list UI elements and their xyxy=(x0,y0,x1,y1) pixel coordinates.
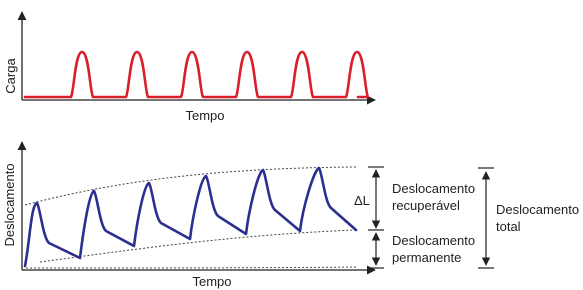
total-label-line2: total xyxy=(496,219,521,234)
permanent-label-line1: Deslocamento xyxy=(392,233,476,248)
top-x-axis-label: Tempo xyxy=(185,108,225,123)
permanent-label-line2: permanente xyxy=(392,250,462,265)
displacement-cycles-line xyxy=(25,168,356,266)
total-label-line1: Deslocamento xyxy=(496,202,580,217)
bottom-y-axis-label: Deslocamento xyxy=(2,163,17,247)
load-pulses-line xyxy=(25,52,368,97)
recoverable-label-line1: Deslocamento xyxy=(392,181,476,196)
delta-l-label: ΔL xyxy=(354,193,370,208)
bottom-x-axis-label: Tempo xyxy=(192,274,232,289)
top-y-axis-label: Carga xyxy=(3,58,18,94)
lower-envelope-dotted xyxy=(26,267,356,268)
middle-envelope-dotted xyxy=(40,230,356,262)
top-load-chart xyxy=(3,12,375,123)
bottom-displacement-chart xyxy=(2,142,579,289)
recoverable-label-line2: recuperável xyxy=(392,198,460,213)
